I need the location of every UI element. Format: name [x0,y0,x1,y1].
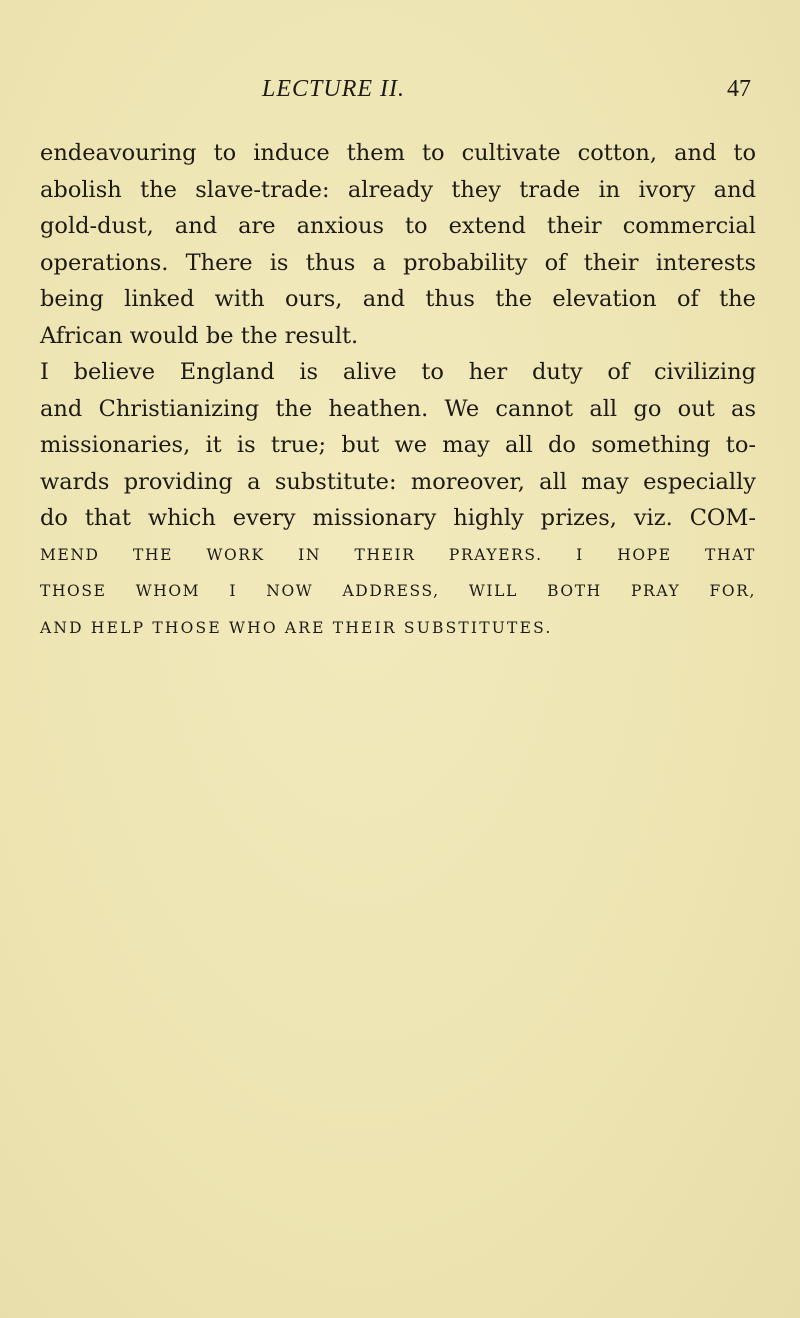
body-text [40,135,756,646]
text-line-smallcaps: MEND THE WORK IN THEIR PRAYERS. I HOPE THAT [40,545,756,564]
text-line: and Christianizing the heathen. We cannot all go out as [40,395,756,422]
text-line-smallcaps: AND HELP THOSE WHO ARE THEIR SUBSTITUTES. [40,618,553,637]
text-line: missionaries, it is true; but we may all do something to- [40,432,756,458]
text-line: do that which every missionary highly prizes, viz. COM- [40,505,756,531]
running-title: LECTURE II. [262,76,405,102]
text-line-smallcaps: THOSE WHOM I NOW ADDRESS, WILL BOTH PRAY FOR, [40,582,756,600]
text-line: endeavouring to induce them to cultivate cotton, and to [40,140,756,166]
text-line: I believe England is alive to her duty of civilizing [40,359,756,385]
text-line: African would be the result. [40,322,359,349]
text-line: wards providing a substitute: moreover, all may especially [40,468,756,495]
text-line: operations. There is thus a probability of their interests [40,249,756,276]
page-number: 47 [727,76,751,102]
text-line: gold-dust, and are anxious to extend their commercial [40,213,756,239]
text-line: being linked with ours, and thus the elevation of the [40,286,756,312]
text-line: abolish the slave-trade: already they trade in ivory and [40,176,756,203]
running-head [40,76,756,106]
